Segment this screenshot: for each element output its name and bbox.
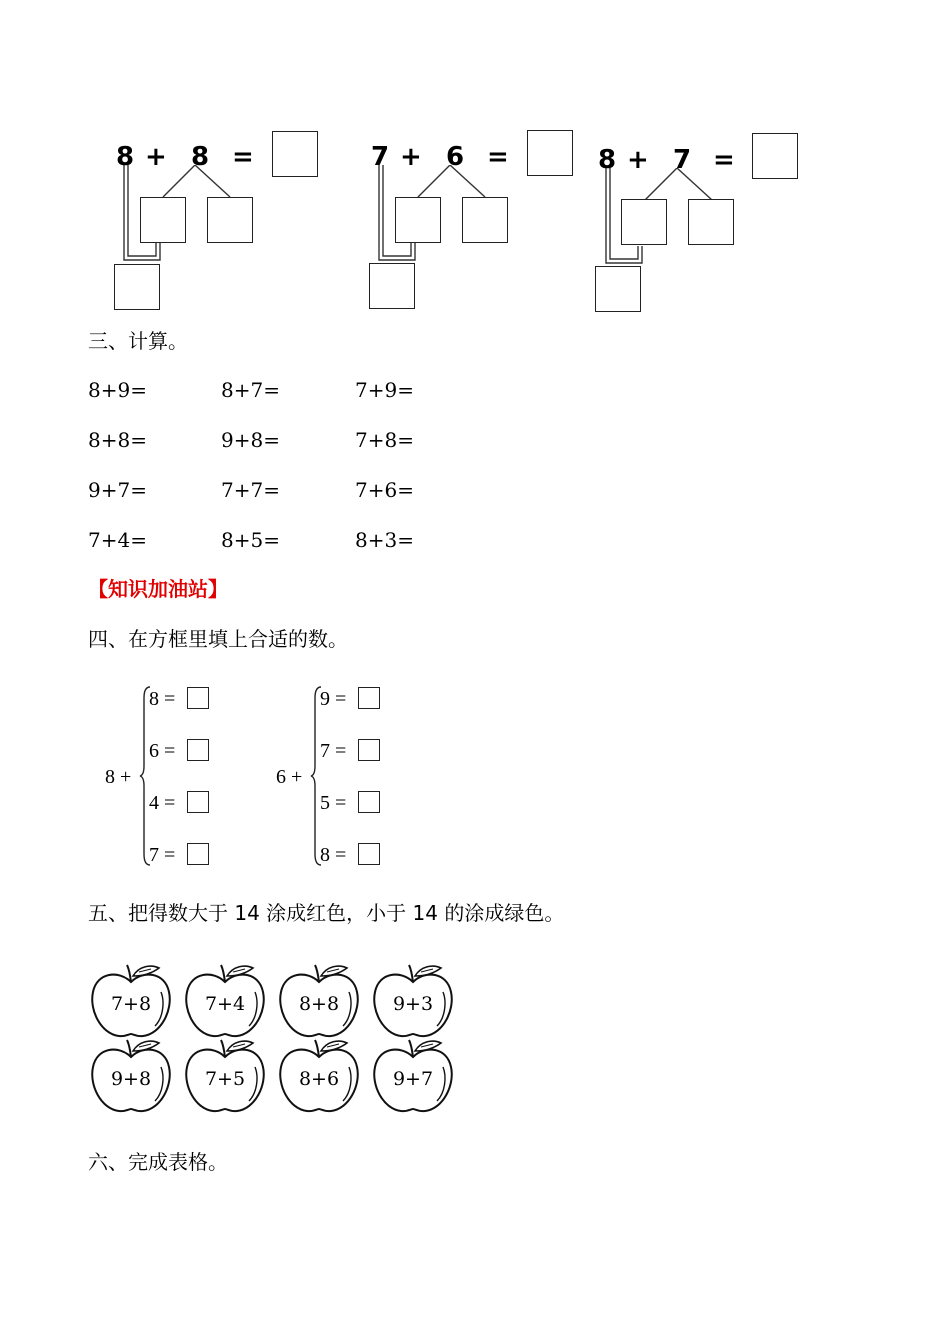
answer-box[interactable] bbox=[527, 130, 573, 176]
brace-item: 7 = bbox=[320, 740, 347, 762]
apple-expression: 7+4 bbox=[204, 993, 246, 1015]
apple-expression: 8+8 bbox=[298, 993, 340, 1015]
apple-expression: 9+7 bbox=[392, 1068, 434, 1090]
apple-item[interactable] bbox=[277, 962, 361, 1038]
calc-item: 7+4= bbox=[88, 528, 147, 552]
section-6-title: 六、完成表格。 bbox=[88, 1150, 228, 1174]
answer-box[interactable] bbox=[272, 131, 318, 177]
brace-icon bbox=[139, 686, 153, 866]
addend-a: 8 bbox=[598, 145, 617, 175]
fill-box[interactable] bbox=[187, 791, 209, 813]
brace-icon bbox=[310, 686, 324, 866]
brace-item: 7 = bbox=[149, 844, 176, 866]
split-box-left[interactable] bbox=[621, 199, 667, 245]
brace-item: 8 = bbox=[320, 844, 347, 866]
calc-item: 7+8= bbox=[355, 428, 414, 452]
apple-item[interactable] bbox=[183, 1037, 267, 1113]
split-box-right[interactable] bbox=[688, 199, 734, 245]
calc-item: 8+3= bbox=[355, 528, 414, 552]
fill-box[interactable] bbox=[358, 843, 380, 865]
apple-item[interactable] bbox=[371, 1037, 455, 1113]
split-box-left[interactable] bbox=[140, 197, 186, 243]
bottom-box[interactable] bbox=[114, 264, 160, 310]
apple-expression: 8+6 bbox=[298, 1068, 340, 1090]
bottom-box[interactable] bbox=[369, 263, 415, 309]
fill-box[interactable] bbox=[358, 791, 380, 813]
calc-item: 9+8= bbox=[221, 428, 280, 452]
addend-a: 7 bbox=[371, 142, 390, 172]
split-box-right[interactable] bbox=[207, 197, 253, 243]
fill-box[interactable] bbox=[187, 843, 209, 865]
calc-item: 8+5= bbox=[221, 528, 280, 552]
answer-box[interactable] bbox=[752, 133, 798, 179]
brace-item: 9 = bbox=[320, 688, 347, 710]
addend-b: 8 bbox=[191, 142, 210, 172]
equals-sign: = bbox=[713, 145, 735, 175]
calc-item: 8+8= bbox=[88, 428, 147, 452]
fill-box[interactable] bbox=[187, 687, 209, 709]
brace-lead: 8 + bbox=[105, 766, 132, 788]
apple-item[interactable] bbox=[183, 962, 267, 1038]
plus-sign: + bbox=[145, 142, 167, 172]
calc-item: 8+9= bbox=[88, 378, 147, 402]
fill-box[interactable] bbox=[358, 687, 380, 709]
section-3-title: 三、计算。 bbox=[88, 329, 188, 353]
brace-lead: 6 + bbox=[276, 766, 303, 788]
addend-b: 7 bbox=[673, 145, 692, 175]
apple-expression: 7+5 bbox=[204, 1068, 246, 1090]
section-5-title: 五、把得数大于 14 涂成红色，小于 14 的涂成绿色。 bbox=[88, 901, 565, 925]
brace-item: 5 = bbox=[320, 792, 347, 814]
calc-item: 7+6= bbox=[355, 478, 414, 502]
apple-item[interactable] bbox=[89, 962, 173, 1038]
bottom-box[interactable] bbox=[595, 266, 641, 312]
split-box-left[interactable] bbox=[395, 197, 441, 243]
apple-item[interactable] bbox=[371, 962, 455, 1038]
apple-expression: 9+8 bbox=[110, 1068, 152, 1090]
calc-item: 9+7= bbox=[88, 478, 147, 502]
apple-expression: 7+8 bbox=[110, 993, 152, 1015]
fill-box[interactable] bbox=[358, 739, 380, 761]
fill-box[interactable] bbox=[187, 739, 209, 761]
plus-sign: + bbox=[400, 142, 422, 172]
apple-item[interactable] bbox=[89, 1037, 173, 1113]
calc-item: 8+7= bbox=[221, 378, 280, 402]
section-4-title: 四、在方框里填上合适的数。 bbox=[88, 627, 348, 651]
brace-item: 4 = bbox=[149, 792, 176, 814]
calc-item: 7+7= bbox=[221, 478, 280, 502]
brace-item: 8 = bbox=[149, 688, 176, 710]
calc-item: 7+9= bbox=[355, 378, 414, 402]
equals-sign: = bbox=[487, 142, 509, 172]
addend-b: 6 bbox=[446, 142, 465, 172]
apple-item[interactable] bbox=[277, 1037, 361, 1113]
knowledge-title: 【知识加油站】 bbox=[88, 577, 228, 601]
apple-expression: 9+3 bbox=[392, 993, 434, 1015]
equals-sign: = bbox=[232, 142, 254, 172]
plus-sign: + bbox=[627, 145, 649, 175]
addend-a: 8 bbox=[116, 142, 135, 172]
brace-item: 6 = bbox=[149, 740, 176, 762]
split-box-right[interactable] bbox=[462, 197, 508, 243]
